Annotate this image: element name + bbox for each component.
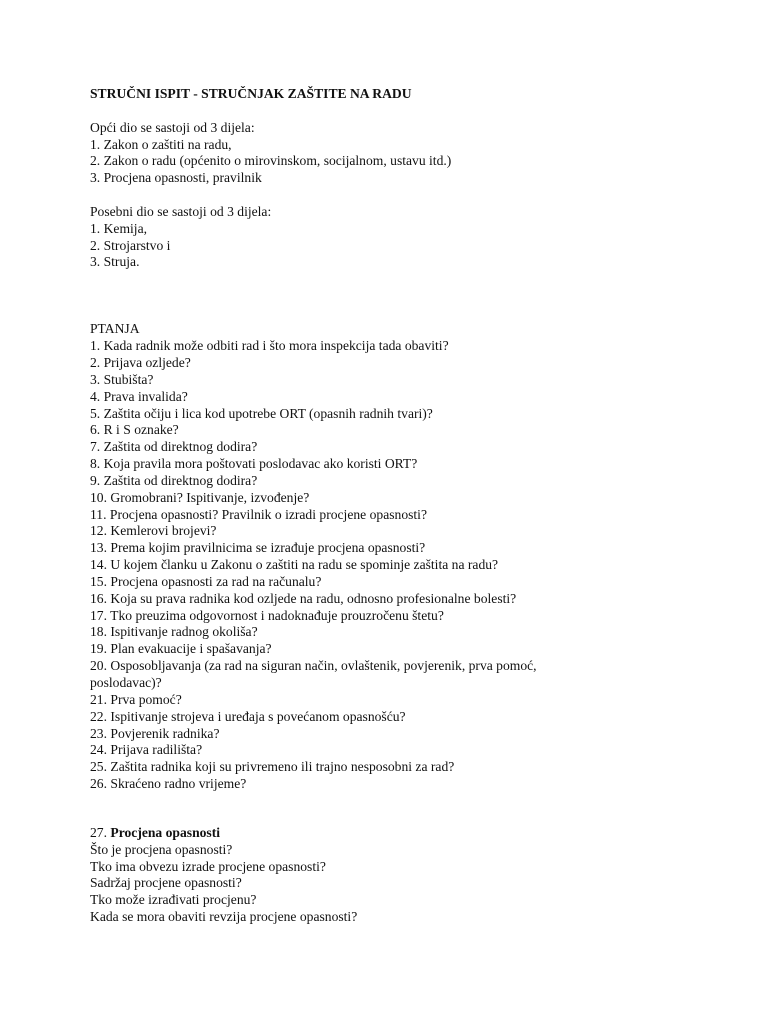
- question-item: 24. Prijava radilišta?: [90, 742, 203, 758]
- procjena-heading-line: [90, 825, 730, 842]
- question-item: 5. Zaštita očiju i lica kod upotrebe ORT (opasnih radnih tvari)?: [90, 405, 433, 421]
- question-item: 2. Prijava ozljede?: [90, 354, 191, 370]
- question-item: 1. Kada radnik može odbiti rad i što mora inspekcija tada obaviti?: [90, 338, 449, 354]
- question-item: 26. Skraćeno radno vrijeme?: [90, 776, 247, 792]
- document-page: [90, 86, 730, 926]
- procjena-item: Što je procjena opasnosti?: [90, 841, 233, 857]
- question-item: 18. Ispitivanje radnog okoliša?: [90, 624, 258, 640]
- opci-dio-heading: Opći dio se sastoji od 3 dijela:: [90, 119, 255, 135]
- question-item: 4. Prava invalida?: [90, 388, 188, 404]
- procjena-item: Kada se mora obaviti revzija procjene opasnosti?: [90, 909, 358, 925]
- question-item-continuation: poslodavac)?: [90, 675, 162, 690]
- question-item: 10. Gromobrani? Ispitivanje, izvođenje?: [90, 489, 310, 505]
- posebni-dio-item: 2. Strojarstvo i: [90, 237, 171, 253]
- question-item: 12. Kemlerovi brojevi?: [90, 523, 217, 539]
- question-item: 13. Prema kojim pravilnicima se izrađuje procjena opasnosti?: [90, 540, 426, 556]
- question-item: 16. Koja su prava radnika kod ozljede na radu, odnosno profesionalne bolesti?: [90, 590, 517, 606]
- spacer: [90, 271, 730, 321]
- question-item: 11. Procjena opasnosti? Pravilnik o izradi procjene opasnosti?: [90, 506, 427, 522]
- question-item: 9. Zaštita od direktnog dodira?: [90, 472, 258, 488]
- posebni-dio-item: 3. Struja.: [90, 254, 140, 270]
- question-item: 17. Tko preuzima odgovornost i nadoknađuje prouzročenu štetu?: [90, 607, 444, 623]
- procjena-item: Tko može izrađivati procjenu?: [90, 892, 257, 908]
- posebni-dio-heading: Posebni dio se sastoji od 3 dijela:: [90, 203, 272, 219]
- question-item: 19. Plan evakuacije i spašavanja?: [90, 641, 272, 657]
- spacer: [90, 187, 730, 204]
- question-item: 15. Procjena opasnosti za rad na računalu?: [90, 573, 322, 589]
- opci-dio-item: 3. Procjena opasnosti, pravilnik: [90, 170, 262, 186]
- pitanja-heading: PTANJA: [90, 321, 140, 337]
- pitanja-section: [90, 321, 730, 793]
- question-item: 3. Stubišta?: [90, 371, 154, 387]
- posebni-dio-section: [90, 204, 730, 271]
- spacer: [90, 793, 730, 825]
- question-item: 25. Zaštita radnika koji su privremeno ili trajno nesposobni za rad?: [90, 759, 455, 775]
- spacer: [90, 103, 730, 120]
- procjena-item: Tko ima obvezu izrade procjene opasnosti?: [90, 858, 326, 874]
- opci-dio-section: [90, 120, 730, 187]
- question-item: 8. Koja pravila mora poštovati poslodavac ako koristi ORT?: [90, 456, 418, 472]
- opci-dio-item: 1. Zakon o zaštiti na radu,: [90, 136, 232, 152]
- opci-dio-item: 2. Zakon o radu (općenito o mirovinskom, socijalnom, ustavu itd.): [90, 153, 452, 169]
- procjena-number: 27.: [90, 824, 111, 840]
- question-item: 20. Osposobljavanja (za rad na siguran način, ovlaštenik, povjerenik, prva pomoć,: [90, 658, 537, 674]
- procjena-heading: Procjena opasnosti: [110, 824, 221, 840]
- procjena-section: [90, 825, 730, 926]
- document-title: STRUČNI ISPIT - STRUČNJAK ZAŠTITE NA RADU: [90, 86, 412, 101]
- question-item: 22. Ispitivanje strojeva i uređaja s povećanom opasnošću?: [90, 708, 406, 724]
- question-item: 23. Povjerenik radnika?: [90, 725, 220, 741]
- question-item: 6. R i S oznake?: [90, 422, 179, 438]
- procjena-item: Sadržaj procjene opasnosti?: [90, 875, 242, 891]
- question-item: 7. Zaštita od direktnog dodira?: [90, 439, 258, 455]
- question-item: 21. Prva pomoć?: [90, 691, 182, 707]
- posebni-dio-item: 1. Kemija,: [90, 220, 148, 236]
- question-item: 14. U kojem članku u Zakonu o zaštiti na radu se spominje zaštita na radu?: [90, 557, 499, 573]
